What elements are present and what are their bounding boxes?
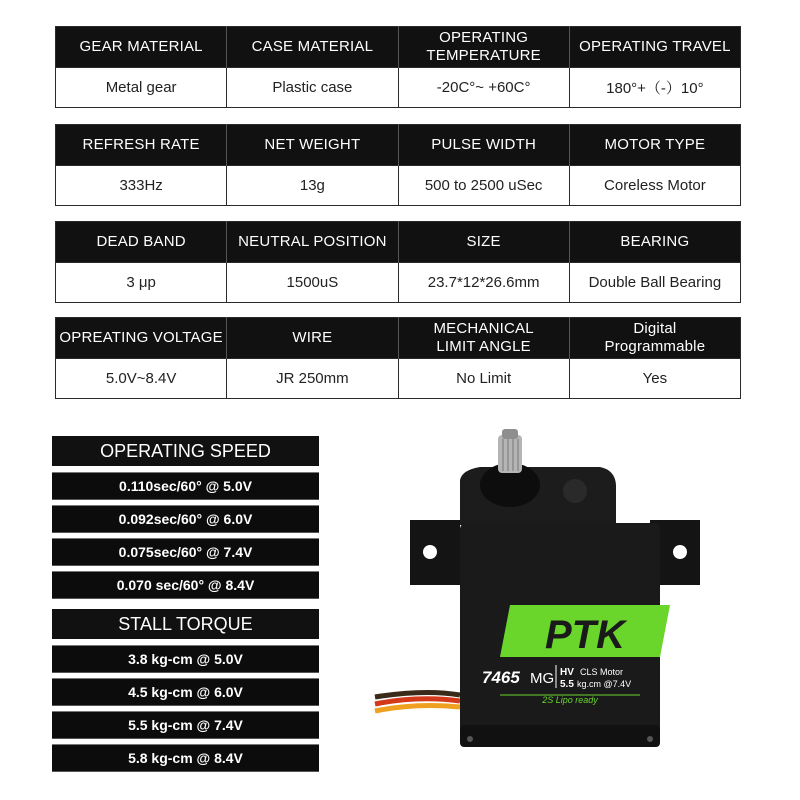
value-operating-travel: 180°+（-）10° <box>569 68 740 108</box>
motor-label: CLS Motor <box>580 667 624 677</box>
speed-row-7-4v: 0.075sec/60° @ 7.4V <box>52 538 319 566</box>
header-gear-material: GEAR MATERIAL <box>56 27 227 68</box>
header-mechanical-limit-angle: MECHANICAL LIMIT ANGLE <box>398 318 569 359</box>
header-operating-temperature: OPERATING TEMPERATURE <box>398 27 569 68</box>
servo-wire <box>375 692 460 711</box>
servo-product-image <box>370 425 750 785</box>
stall-torque-block <box>52 609 319 772</box>
spec-table-1 <box>55 26 741 108</box>
hv-label: HV <box>560 667 574 678</box>
speed-row-5v: 0.110sec/60° @ 5.0V <box>52 472 319 500</box>
header-bearing: BEARING <box>569 222 740 263</box>
torque-row-5v: 3.8 kg-cm @ 5.0V <box>52 645 319 673</box>
spec-table-2 <box>55 124 741 206</box>
header-wire: WIRE <box>227 318 398 359</box>
servo-bottom-cap <box>460 725 660 747</box>
speed-row-8-4v: 0.070 sec/60° @ 8.4V <box>52 571 319 599</box>
value-pulse-width: 500 to 2500 uSec <box>398 166 569 206</box>
value-motor-type: Coreless Motor <box>569 166 740 206</box>
torque-row-6v: 4.5 kg-cm @ 6.0V <box>52 678 319 706</box>
value-case-material: Plastic case <box>227 68 398 108</box>
value-refresh-rate: 333Hz <box>56 166 227 206</box>
torque-row-7-4v: 5.5 kg-cm @ 7.4V <box>52 711 319 739</box>
value-gear-material: Metal gear <box>56 68 227 108</box>
header-pulse-width: PULSE WIDTH <box>398 125 569 166</box>
lipo-label: 2S Lipo ready <box>542 695 598 705</box>
speed-row-6v: 0.092sec/60° @ 6.0V <box>52 505 319 533</box>
header-digital-programmable: Digital Programmable <box>569 318 740 359</box>
header-operating-voltage: OPREATING VOLTAGE <box>56 318 227 359</box>
model-suffix: MG <box>530 670 555 687</box>
spec-table-4 <box>55 317 741 399</box>
output-spline-top <box>502 429 518 439</box>
ptk-logo <box>500 605 670 657</box>
value-digital-programmable: Yes <box>569 359 740 399</box>
servo-screw-boss <box>563 479 587 503</box>
operating-speed-block <box>52 436 319 599</box>
torque-row-8-4v: 5.8 kg-cm @ 8.4V <box>52 744 319 772</box>
value-wire: JR 250mm <box>227 359 398 399</box>
stall-torque-title: STALL TORQUE <box>52 609 319 640</box>
operating-speed-title: OPERATING SPEED <box>52 436 319 467</box>
model-number: 7465 <box>482 668 520 687</box>
mount-hole-left <box>423 545 437 559</box>
value-size: 23.7*12*26.6mm <box>398 263 569 303</box>
header-operating-travel: OPERATING TRAVEL <box>569 27 740 68</box>
value-net-weight: 13g <box>227 166 398 206</box>
value-operating-temperature: -20C°~ +60C° <box>398 68 569 108</box>
value-operating-voltage: 5.0V~8.4V <box>56 359 227 399</box>
header-refresh-rate: REFRESH RATE <box>56 125 227 166</box>
value-dead-band: 3 μp <box>56 263 227 303</box>
header-neutral-position: NEUTRAL POSITION <box>227 222 398 263</box>
torque-label: 5.5 <box>560 679 574 690</box>
header-dead-band: DEAD BAND <box>56 222 227 263</box>
spec-table-3 <box>55 221 741 303</box>
brand-text: PTK <box>545 613 625 657</box>
torque-unit-label: kg.cm @7.4V <box>577 679 632 689</box>
header-net-weight: NET WEIGHT <box>227 125 398 166</box>
header-case-material: CASE MATERIAL <box>227 27 398 68</box>
mount-hole-right <box>673 545 687 559</box>
value-neutral-position: 1500uS <box>227 263 398 303</box>
value-bearing: Double Ball Bearing <box>569 263 740 303</box>
header-size: SIZE <box>398 222 569 263</box>
header-motor-type: MOTOR TYPE <box>569 125 740 166</box>
value-mechanical-limit-angle: No Limit <box>398 359 569 399</box>
